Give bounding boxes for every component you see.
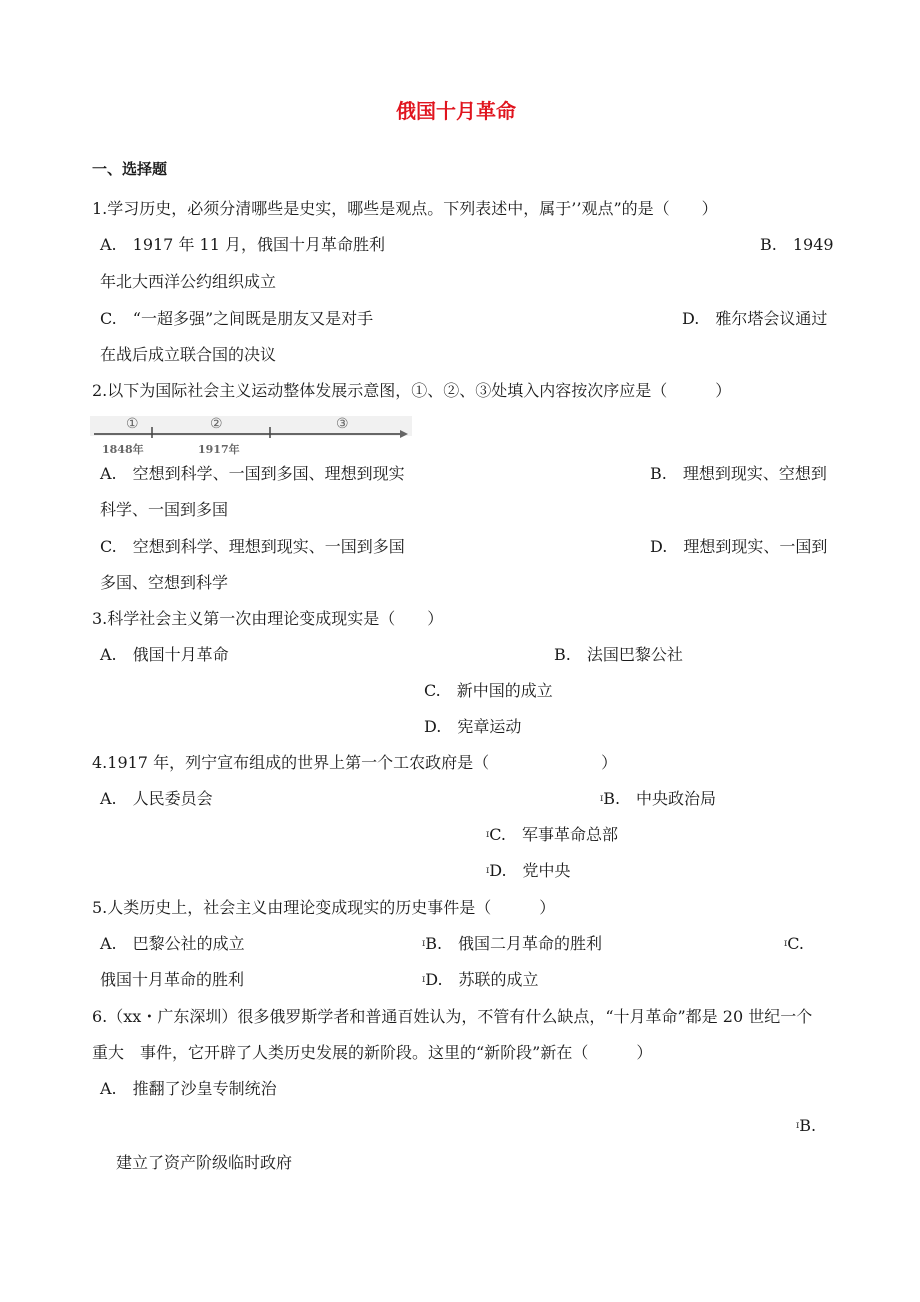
question-3-option-a[interactable]: A. 俄国十月革命: [100, 645, 229, 664]
question-1-option-a[interactable]: A. 1917 年 11 月，俄国十月革命胜利: [100, 235, 385, 254]
page-title: 俄国十月革命: [396, 99, 516, 123]
anchor-marker-icon: ɪ: [784, 938, 788, 949]
question-1-stem: 1.学习历史，必须分清哪些是史实，哪些是观点。下列表述中，属于’’观点”的是（ ）: [92, 199, 718, 218]
question-2-option-a[interactable]: A. 空想到科学、一国到多国、理想到现实: [100, 464, 405, 483]
question-1-option-c[interactable]: C. “一超多强”之间既是朋友又是对手: [100, 309, 374, 328]
question-6-option-a[interactable]: A. 推翻了沙皇专制统治: [100, 1079, 277, 1098]
anchor-marker-icon: ɪ: [486, 865, 490, 876]
question-3-stem: 3.科学社会主义第一次由理论变成现实是（ ）: [92, 609, 444, 628]
anchor-marker-icon: ɪ: [796, 1120, 800, 1131]
question-1-option-d-cont: 在战后成立联合国的决议: [100, 345, 277, 364]
question-3-option-d[interactable]: D. 宪章运动: [424, 717, 522, 736]
question-5-option-a[interactable]: A. 巴黎公社的成立: [100, 934, 245, 953]
question-3-option-b[interactable]: B. 法国巴黎公社: [554, 645, 683, 664]
timeline-marker-1: ①: [126, 416, 139, 432]
question-2-option-d[interactable]: D. 理想到现实、一国到: [650, 537, 828, 556]
question-4-stem: 4.1917 年，列宁宣布组成的世界上第一个工农政府是（ ）: [92, 753, 618, 772]
question-2-option-b[interactable]: B. 理想到现实、空想到: [650, 464, 827, 483]
anchor-marker-icon: ɪ: [422, 938, 426, 949]
question-5-option-d[interactable]: [422, 969, 539, 991]
question-4-option-a[interactable]: A. 人民委员会: [100, 789, 213, 808]
question-1-option-d[interactable]: D. 雅尔塔会议通过: [682, 309, 828, 328]
question-4-option-c-label: C. 军事革命总部: [489, 825, 618, 844]
question-6-option-b[interactable]: [796, 1115, 816, 1137]
question-4-option-c[interactable]: [486, 824, 618, 846]
question-6-option-b-cont: 建立了资产阶级临时政府: [116, 1153, 293, 1172]
question-6-stem: 6.（xx・广东深圳）很多俄罗斯学者和普通百姓认为，不管有什么缺点，“十月革命”都是 20 世纪一个: [92, 1007, 813, 1026]
timeline-marker-3: ③: [336, 416, 349, 432]
question-5-option-b-label: B. 俄国二月革命的胜利: [425, 934, 603, 953]
question-6-stem-cont: 重大 事件，它开辟了人类历史发展的新阶段。这里的“新阶段”新在（ ）: [92, 1043, 653, 1062]
timeline-year-1917: 1917年: [198, 443, 240, 456]
question-5-option-b[interactable]: [422, 933, 602, 955]
question-5-option-d-label: D. 苏联的成立: [425, 970, 539, 989]
anchor-marker-icon: ɪ: [600, 793, 604, 804]
anchor-marker-icon: ɪ: [422, 974, 426, 985]
timeline-year-1848: 1848年: [102, 443, 144, 456]
timeline-diagram: [90, 410, 420, 458]
question-2-option-d-cont: 多国、空想到科学: [100, 573, 229, 592]
question-4-option-d-label: D. 党中央: [489, 861, 571, 880]
anchor-marker-icon: ɪ: [486, 829, 490, 840]
question-4-option-b-label: B. 中央政治局: [603, 789, 717, 808]
question-5-option-c[interactable]: [784, 933, 804, 955]
question-5-option-c-cont: 俄国十月革命的胜利: [100, 970, 245, 989]
question-6-option-b-label: B.: [799, 1116, 817, 1135]
question-5-stem: 5.人类历史上，社会主义由理论变成现实的历史事件是（ ）: [92, 898, 556, 917]
question-4-option-d[interactable]: [486, 860, 571, 882]
question-2-option-c[interactable]: C. 空想到科学、理想到现实、一国到多国: [100, 537, 405, 556]
question-2-option-b-cont: 科学、一国到多国: [100, 500, 229, 519]
timeline-marker-2: ②: [210, 416, 223, 432]
question-1-option-b-cont: 年北大西洋公约组织成立: [100, 272, 277, 291]
question-3-option-c[interactable]: C. 新中国的成立: [424, 681, 553, 700]
question-5-option-c-label: C.: [787, 934, 804, 953]
question-2-stem: 2.以下为国际社会主义运动整体发展示意图，①、②、③处填入内容按次序应是（ ）: [92, 381, 732, 400]
section-heading: 一、选择题: [92, 160, 168, 178]
question-4-option-b[interactable]: [600, 788, 716, 810]
question-1-option-b[interactable]: B. 1949: [760, 235, 834, 254]
